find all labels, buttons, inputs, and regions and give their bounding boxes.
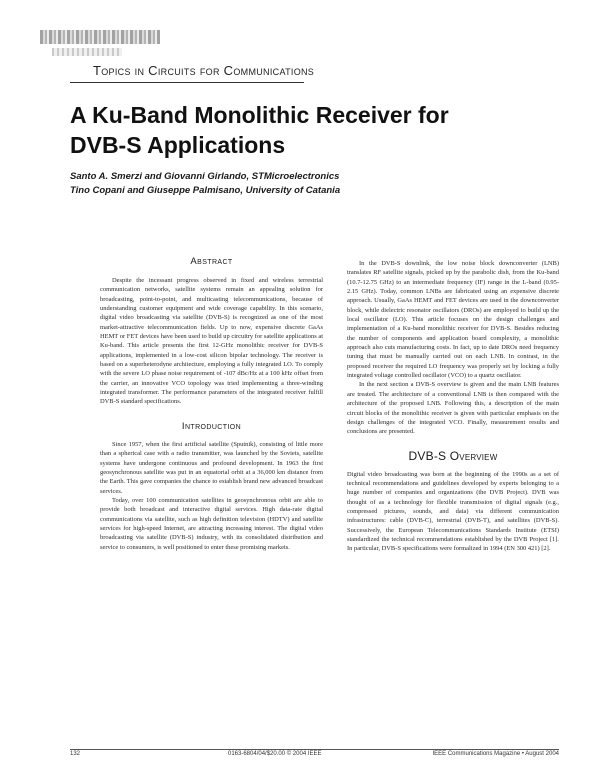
article-title-line2: DVB-S Applications	[70, 132, 286, 158]
scan-artifact-mark	[52, 48, 122, 56]
article-title-line1: A Ku-Band Monolithic Receiver for	[70, 102, 449, 128]
article-title	[70, 100, 570, 160]
abstract-heading: Abstract	[190, 256, 233, 267]
header-rule	[70, 82, 304, 83]
authors-line1: Santo A. Smerzi and Giovanni Girlando, STMicroelectronics	[70, 171, 340, 182]
journal-line: IEEE Communications Magazine • August 2004	[432, 751, 559, 757]
author-block	[70, 170, 550, 197]
body-paragraph: In the next section a DVB-S overview is given and the main LNB features are treated. The architecture of a conventional LNB is then compared with the architecture of the proposed LNB. Following this, a description of the main circuit blocks of the monolithic receiver is given with particular emphasis on the design challenges of the integrated VCO. Finally, measurement results and conclusions are presented.	[347, 381, 559, 436]
left-column	[100, 256, 323, 552]
introduction-paragraph: Since 1957, when the first artificial satellite (Sputnik), consisting of little more than a spherical case with a radio transmitter, was launched by the Soviets, satellite systems have undergone continuous and profound development. In 1963 the first geosynchronous satellite was put in an equatorial orbit at a 36,000 km distance from the Earth. This gave companies the chance to establish brand new advanced broadcast services.	[100, 440, 323, 495]
scan-artifact-mark	[40, 30, 160, 44]
authors-line2: Tino Copani and Giuseppe Palmisano, University of Catania	[70, 184, 341, 196]
issn-line: 0163-6804/04/$20.00 © 2004 IEEE	[228, 751, 322, 757]
dvbs-overview-heading: DVB-S Overview	[408, 448, 498, 463]
introduction-heading: Introduction	[181, 420, 242, 432]
abstract-text: Despite the incessant progress observed in fixed and wireless terrestrial communication networks, satellite systems remain an appealing solution for broadcasting, point-to-point, and multicasting telecommunications, because of understanding customer equipment and wide coverage capability. In this scenario, digital video broadcasting via satellite (DVB-S) is recognized as one of the most market-attractive telecommunication fields. Up to now, expensive discrete GaAs HEMT or FET devices have been used to build up circuitry for satellite applications at Ku-band. This article presents the first 12-GHz monolithic receiver for DVB-S applications, implemented in a low-cost silicon bipolar technology. The receiver is based on a superheterodyne architecture, employing a fully integrated LO. To comply with the severe LO phase noise requirement of -107 dBc/Hz at a 100 kHz offset from the carrier, an innovative VCO topology was tried implementing a three-winding integrated transformer. The performance parameters of the integrated receiver fulfill DVB-S standard specifications.	[100, 277, 323, 406]
right-column	[347, 259, 559, 554]
footer-rule	[70, 749, 559, 750]
section-label: Topics in Circuits for Communications	[93, 63, 315, 78]
body-paragraph: In the DVB-S downlink, the low noise block downconverter (LNB) translates RF satellite signals, picked up by the parabolic dish, from the Ku-band (10.7-12.75 GHz) to an intermediate frequency (IF) range in the L-band (0.95-2.15 GHz). Today, common LNBs are fabricated using an expensive discrete approach. Usually, GaAs HEMT and FET devices are used in the downconverter block, while dielectric resonator oscillators (DROs) are employed to build up the local oscillator (LO). This article focuses on the design challenges and implementation of a Ku-band monolithic receiver for DVB-S. Besides reducing the number of components and application board complexity, a monolithic approach also cuts manufacturing costs. In fact, up to date DROs need frequency tuning that must be manually carried out on each LNB. In contrast, in the proposed receiver the required LO frequency was properly set by locking a fully integrated voltage controlled oscillator (VCO) to a quartz oscillator.	[347, 260, 559, 380]
page-number: 132	[70, 751, 81, 757]
introduction-paragraph: Today, over 100 communication satellites in geosynchronous orbit are able to provide both broadcast and interactive digital services. High data-rate digital communications via satellite, such as high definition television (HDTV) and satellite services for high-speed Internet, are attracting increasing interest. The digital video broadcasting via satellite (DVB-S) industry, with its consolidated distribution and service to consumers, is well positioned to enter these promising markets.	[100, 496, 323, 551]
body-paragraph: Digital video broadcasting was born at the beginning of the 1990s as a set of technical recommendations and guidelines developed by experts belonging to a huge number of companies and organizations (the DVB Project). DVB was thought of as a technology for flexible transmission of digital signals (e.g., compressed pictures, sounds, and data) via different communication infrastructures: cable (DVB-C), terrestrial (DVB-T), and satellites (DVB-S). Successively, the European Telecommunications Standards Institute (ETSI) standardized the technical recommendations established by the DVB Project [1]. In particular, DVB-S specifications were formalized in 1994 (EN 300 421) [2].	[347, 470, 559, 553]
